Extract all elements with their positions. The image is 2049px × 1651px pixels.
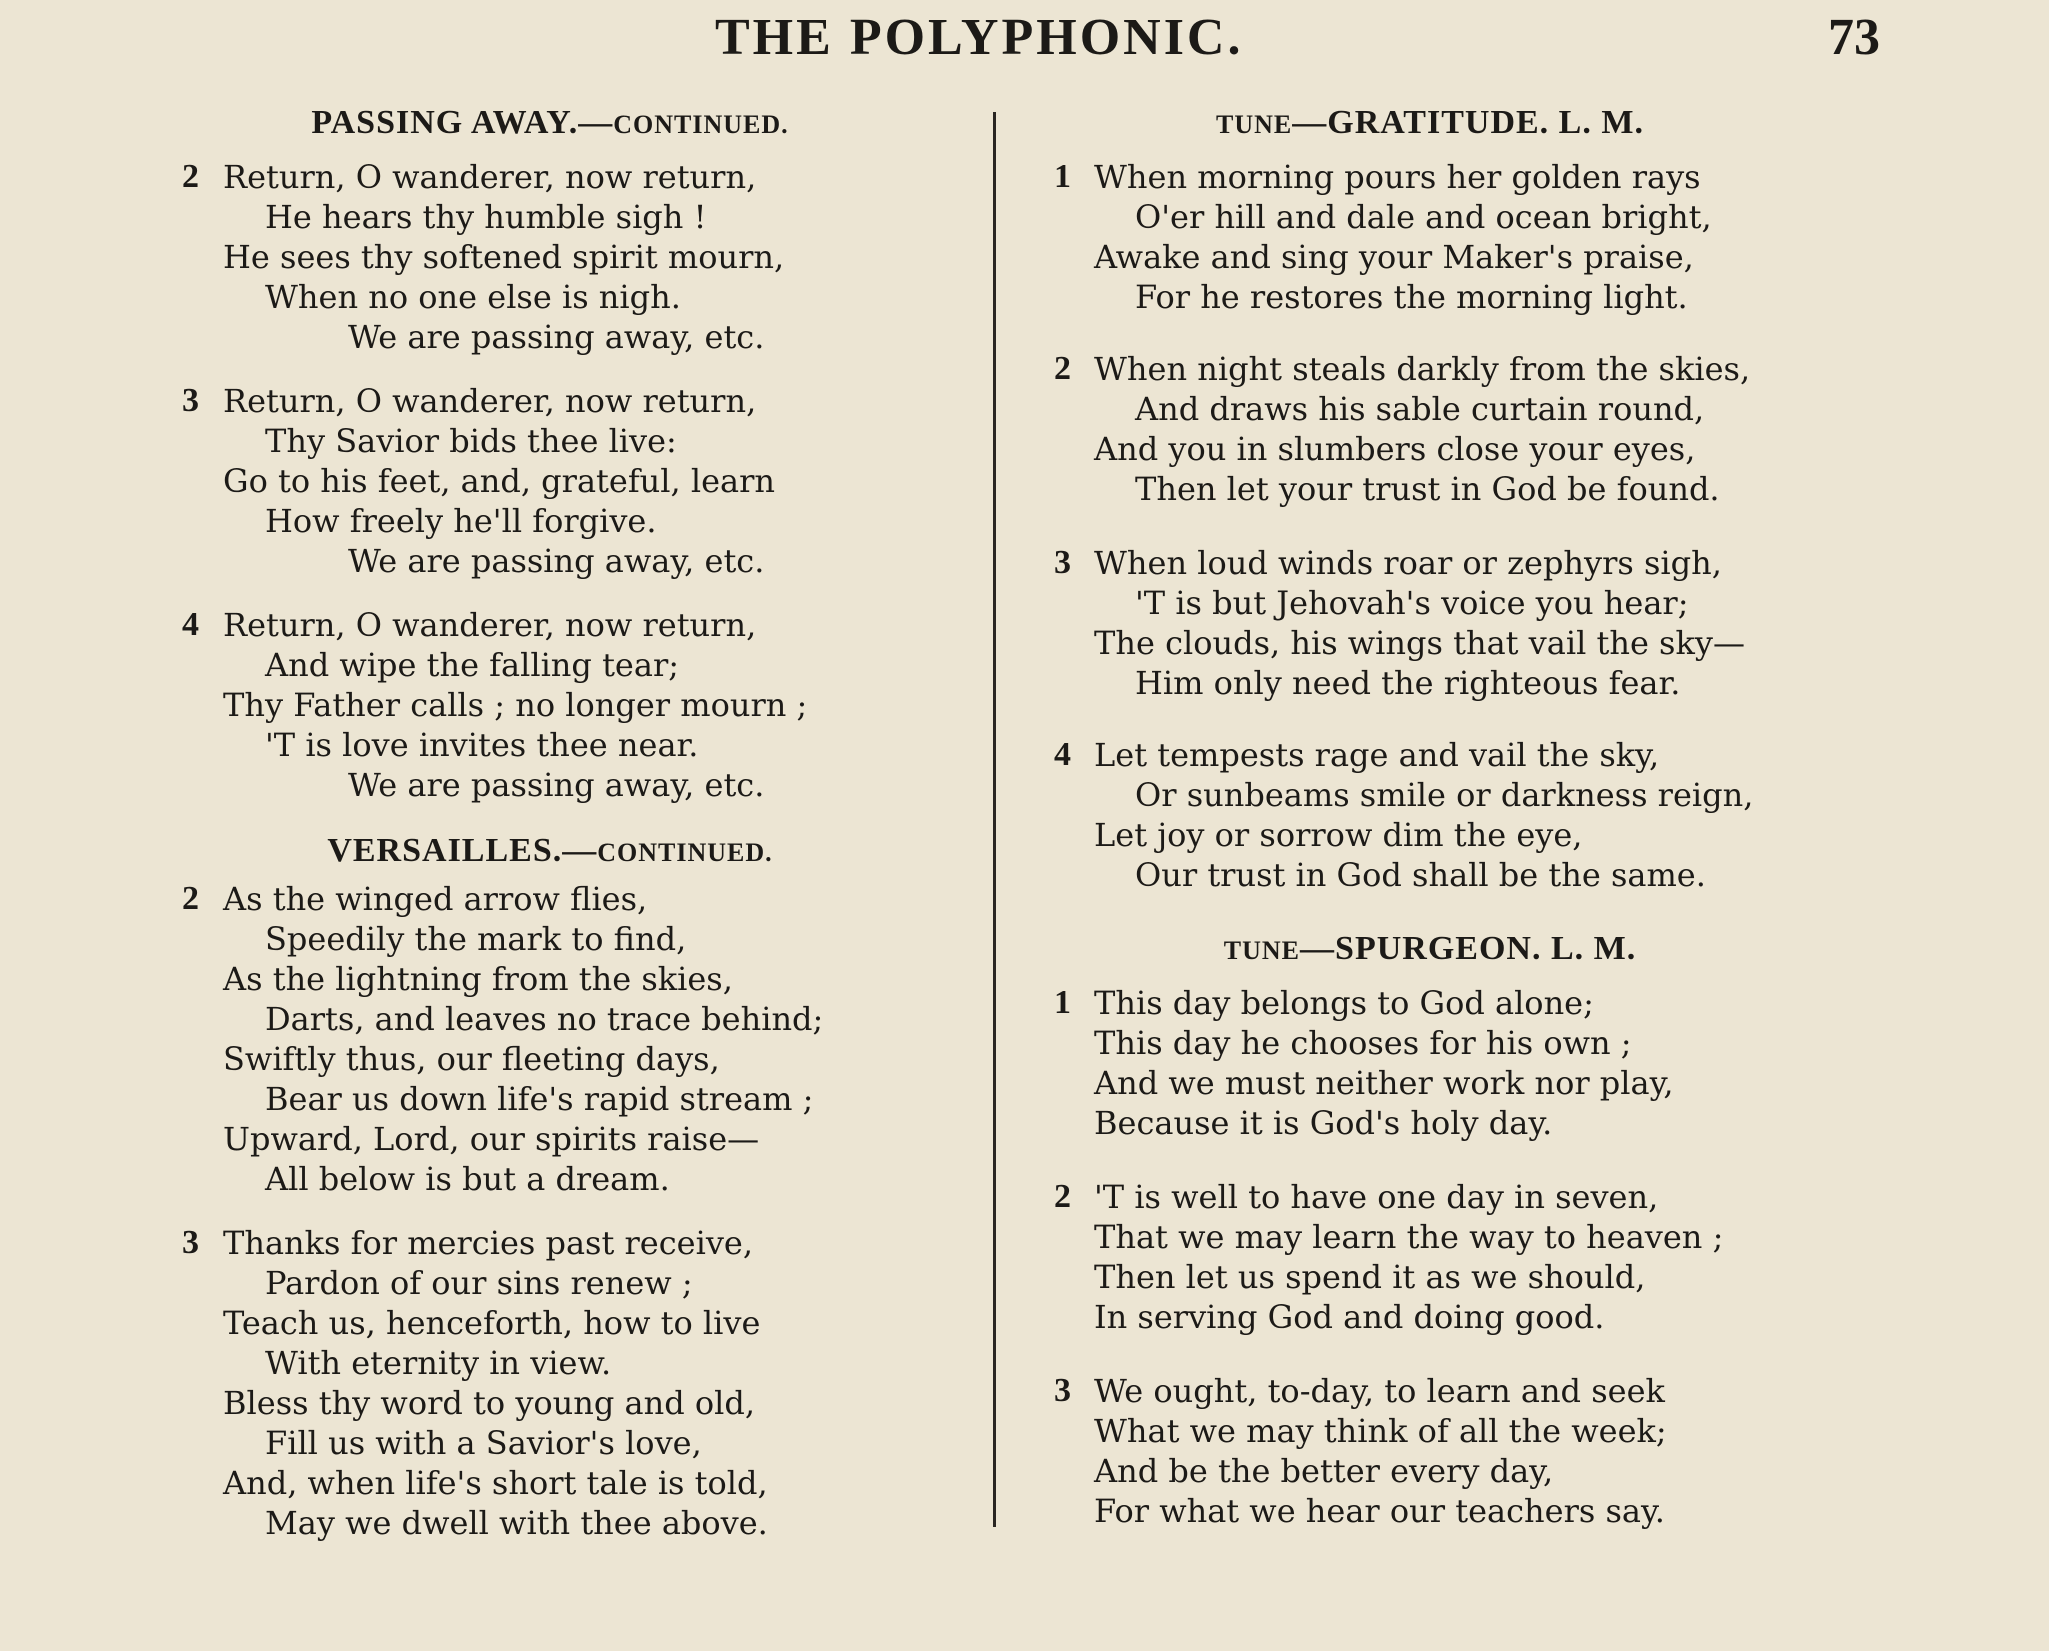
stanza-number: 1 [1054,158,1071,195]
stanza-number: 2 [1054,1178,1071,1215]
verse-line: When night steals darkly from the skies, [1094,350,1751,388]
verse-line: And be the better every day, [1094,1452,1554,1490]
book-title: THE POLYPHONIC. [715,9,1244,66]
verse-line: And wipe the falling tear; [265,646,680,684]
verse-line: Awake and sing your Maker's praise, [1094,238,1694,276]
verse-line: Upward, Lord, our spirits raise— [223,1120,760,1158]
verse-line: Let joy or sorrow dim the eye, [1094,816,1583,854]
stanza [1040,983,1900,1143]
stanza [1040,157,1900,317]
stanza-number: 2 [1054,350,1071,387]
section-title-spurgeon: TUNE—SPURGEON. L. M. [1223,930,1637,967]
stanza-number: 3 [182,1224,199,1261]
verse-line: The clouds, his wings that vail the sky— [1094,624,1745,662]
stanza-number: 4 [182,606,199,643]
verse-line: And you in slumbers close your eyes, [1094,430,1696,468]
verse-line: For what we hear our teachers say. [1094,1492,1665,1530]
verse-line: 'T is love invites thee near. [265,726,699,764]
refrain-line: We are passing away, etc. [348,318,765,356]
verse-line: Or sunbeams smile or darkness reign, [1135,776,1754,814]
stanza [1040,1177,1900,1337]
stanza-number: 4 [1054,736,1071,773]
stanza-number: 2 [182,880,199,917]
verse-line: All below is but a dream. [265,1160,670,1198]
verse-line: O'er hill and dale and ocean bright, [1135,198,1712,236]
section-title-passing-away: PASSING AWAY.—CONTINUED. [311,104,789,141]
left-column [170,95,950,1567]
section-title-gratitude: TUNE—GRATITUDE. L. M. [1216,104,1644,141]
verse-line: Bear us down life's rapid stream ; [265,1080,814,1118]
stanza [170,157,950,357]
refrain-line: We are passing away, etc. [348,542,765,580]
verse-line: Pardon of our sins renew ; [265,1264,693,1302]
stanza [170,1223,950,1543]
stanza [1040,543,1900,703]
verse-line: And we must neither work nor play, [1094,1064,1674,1102]
stanza [170,605,950,805]
verse-line: Darts, and leaves no trace behind; [265,1000,824,1038]
verse-line: That we may learn the way to heaven ; [1094,1218,1724,1256]
stanza-number: 3 [182,382,199,419]
verse-line: And, when life's short tale is told, [223,1464,768,1502]
verse-line: For he restores the morning light. [1135,278,1688,316]
right-column [1040,95,1900,1555]
verse-line: He sees thy softened spirit mourn, [223,238,785,276]
verse-line: What we may think of all the week; [1094,1412,1667,1450]
page-number: 73 [1828,9,1880,66]
verse-line: How freely he'll forgive. [265,502,657,540]
stanza-number: 1 [1054,984,1071,1021]
refrain-line: We are passing away, etc. [348,766,765,804]
stanza-number: 3 [1054,1372,1071,1409]
stanza [1040,349,1900,509]
verse-line: Then let us spend it as we should, [1094,1258,1646,1296]
verse-line: As the winged arrow flies, [223,880,648,918]
verse-line: 'T is well to have one day in seven, [1094,1178,1659,1216]
verse-line: Let tempests rage and vail the sky, [1094,736,1660,774]
verse-line: Because it is God's holy day. [1094,1104,1553,1142]
verse-line: May we dwell with thee above. [265,1504,768,1542]
stanza-number: 2 [182,158,199,195]
verse-line: When morning pours her golden rays [1094,158,1701,196]
verse-line: Then let your trust in God be found. [1135,470,1720,508]
verse-line: This day he chooses for his own ; [1094,1024,1632,1062]
verse-line: Return, O wanderer, now return, [223,606,757,644]
verse-line: And draws his sable curtain round, [1135,390,1705,428]
verse-line: 'T is but Jehovah's voice you hear; [1135,584,1689,622]
verse-line: When loud winds roar or zephyrs sigh, [1094,544,1722,582]
verse-line: Speedily the mark to find, [265,920,687,958]
verse-line: Thanks for mercies past receive, [223,1224,753,1262]
verse-line: Bless thy word to young and old, [223,1384,756,1422]
verse-line: With eternity in view. [265,1344,612,1382]
verse-line: As the lightning from the skies, [223,960,733,998]
verse-line: Swiftly thus, our fleeting days, [223,1040,720,1078]
stanza [1040,735,1900,895]
verse-line: Thy Savior bids thee live: [265,422,677,460]
running-head [0,8,2049,68]
verse-line: Him only need the righteous fear. [1135,664,1681,702]
verse-line: When no one else is nigh. [265,278,681,316]
verse-line: Return, O wanderer, now return, [223,382,757,420]
section-title-versailles: VERSAILLES.—CONTINUED. [327,832,773,869]
verse-line: This day belongs to God alone; [1094,984,1594,1022]
verse-line: Our trust in God shall be the same. [1135,856,1706,894]
verse-line: Fill us with a Savior's love, [265,1424,702,1462]
stanza [170,381,950,581]
stanza [170,879,950,1199]
verse-line: He hears thy humble sigh ! [265,198,707,236]
verse-line: Teach us, henceforth, how to live [223,1304,761,1342]
column-divider [993,112,996,1527]
verse-line: Thy Father calls ; no longer mourn ; [223,686,808,724]
stanza [1040,1371,1900,1531]
verse-line: Go to his feet, and, grateful, learn [223,462,776,500]
verse-line: We ought, to-day, to learn and seek [1094,1372,1665,1410]
stanza-number: 3 [1054,544,1071,581]
verse-line: In serving God and doing good. [1094,1298,1605,1336]
verse-line: Return, O wanderer, now return, [223,158,757,196]
